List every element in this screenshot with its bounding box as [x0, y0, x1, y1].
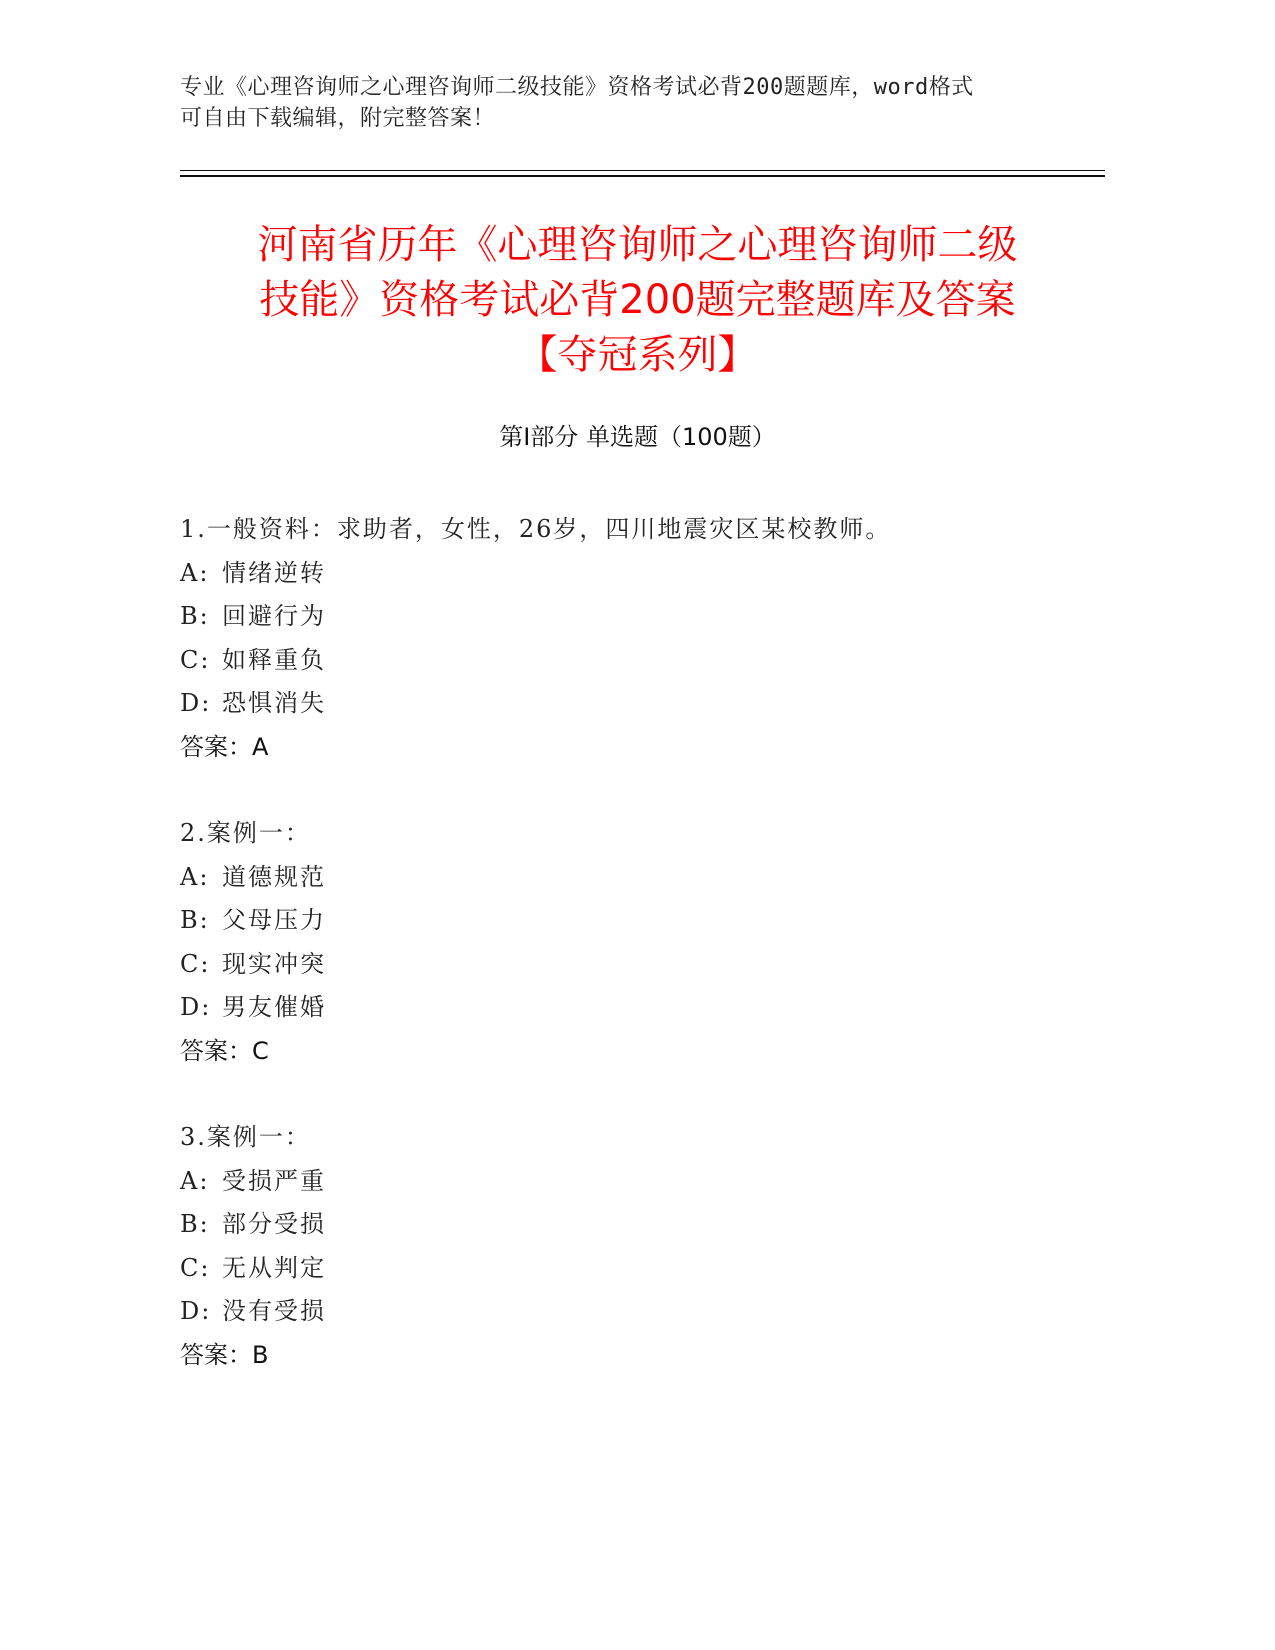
option-text: 如释重负: [222, 645, 326, 674]
option-c: [180, 639, 1095, 683]
option-key: C:: [180, 949, 211, 978]
header-note-line-1: 专业《心理咨询师之心理咨询师二级技能》资格考试必背200题题库，word格式: [180, 75, 974, 100]
question-stem: 3.案例一：: [180, 1123, 311, 1151]
option-a: [180, 552, 1095, 596]
option-key: D:: [180, 993, 212, 1021]
option-text: 男友催婚: [222, 993, 326, 1021]
header-note-line-2: 可自由下载编辑，附完整答案！: [180, 106, 496, 131]
option-text: 情绪逆转: [222, 558, 326, 587]
header-divider-thick: [180, 175, 1105, 177]
option-key: A:: [180, 1166, 210, 1195]
question-stem: 1.一般资料：求助者，女性，26岁，四川地震灾区某校教师。: [180, 515, 892, 543]
document-title-line-2: 技能》资格考试必背200题完整题库及答案: [259, 277, 1016, 323]
option-text: 恐惧消失: [222, 689, 326, 717]
option-key: B:: [180, 602, 210, 630]
option-key: D:: [180, 1297, 212, 1325]
answer-line: 答案：A: [180, 732, 269, 761]
option-b: [180, 1203, 1095, 1247]
option-c: [180, 943, 1095, 987]
question-stem: 2.案例一：: [180, 819, 311, 847]
option-key: B:: [180, 1210, 210, 1238]
document-title-line-1: 河南省历年《心理咨询师之心理咨询师二级: [257, 222, 1018, 268]
document-title: [180, 218, 1095, 383]
option-b: [180, 899, 1095, 943]
option-text: 现实冲突: [222, 949, 326, 978]
option-text: 无从判定: [222, 1253, 326, 1282]
option-d: [180, 1290, 1095, 1334]
option-text: 部分受损: [222, 1210, 326, 1238]
option-key: A:: [180, 558, 210, 587]
answer-line: 答案：C: [180, 1036, 269, 1065]
question-item: [180, 508, 1095, 769]
document-header-note: [180, 72, 1040, 134]
option-key: B:: [180, 906, 210, 934]
option-text: 道德规范: [222, 862, 326, 891]
option-d: [180, 986, 1095, 1030]
option-a: [180, 1160, 1095, 1204]
option-a: [180, 856, 1095, 900]
question-list: [180, 508, 1095, 1420]
option-text: 回避行为: [222, 602, 326, 630]
section-heading: 第Ⅰ部分 单选题（100题）: [499, 423, 776, 451]
option-d: [180, 682, 1095, 726]
header-divider-thin: [180, 170, 1105, 171]
option-text: 父母压力: [222, 906, 326, 934]
question-item: [180, 1116, 1095, 1377]
question-item: [180, 812, 1095, 1073]
answer-line: 答案：B: [180, 1340, 269, 1369]
option-key: C:: [180, 1253, 211, 1282]
option-text: 受损严重: [222, 1166, 326, 1195]
option-key: A:: [180, 862, 210, 891]
option-b: [180, 595, 1095, 639]
option-key: C:: [180, 645, 211, 674]
option-c: [180, 1247, 1095, 1291]
document-title-line-3: 【夺冠系列】: [517, 332, 758, 378]
option-key: D:: [180, 689, 212, 717]
option-text: 没有受损: [222, 1297, 326, 1325]
